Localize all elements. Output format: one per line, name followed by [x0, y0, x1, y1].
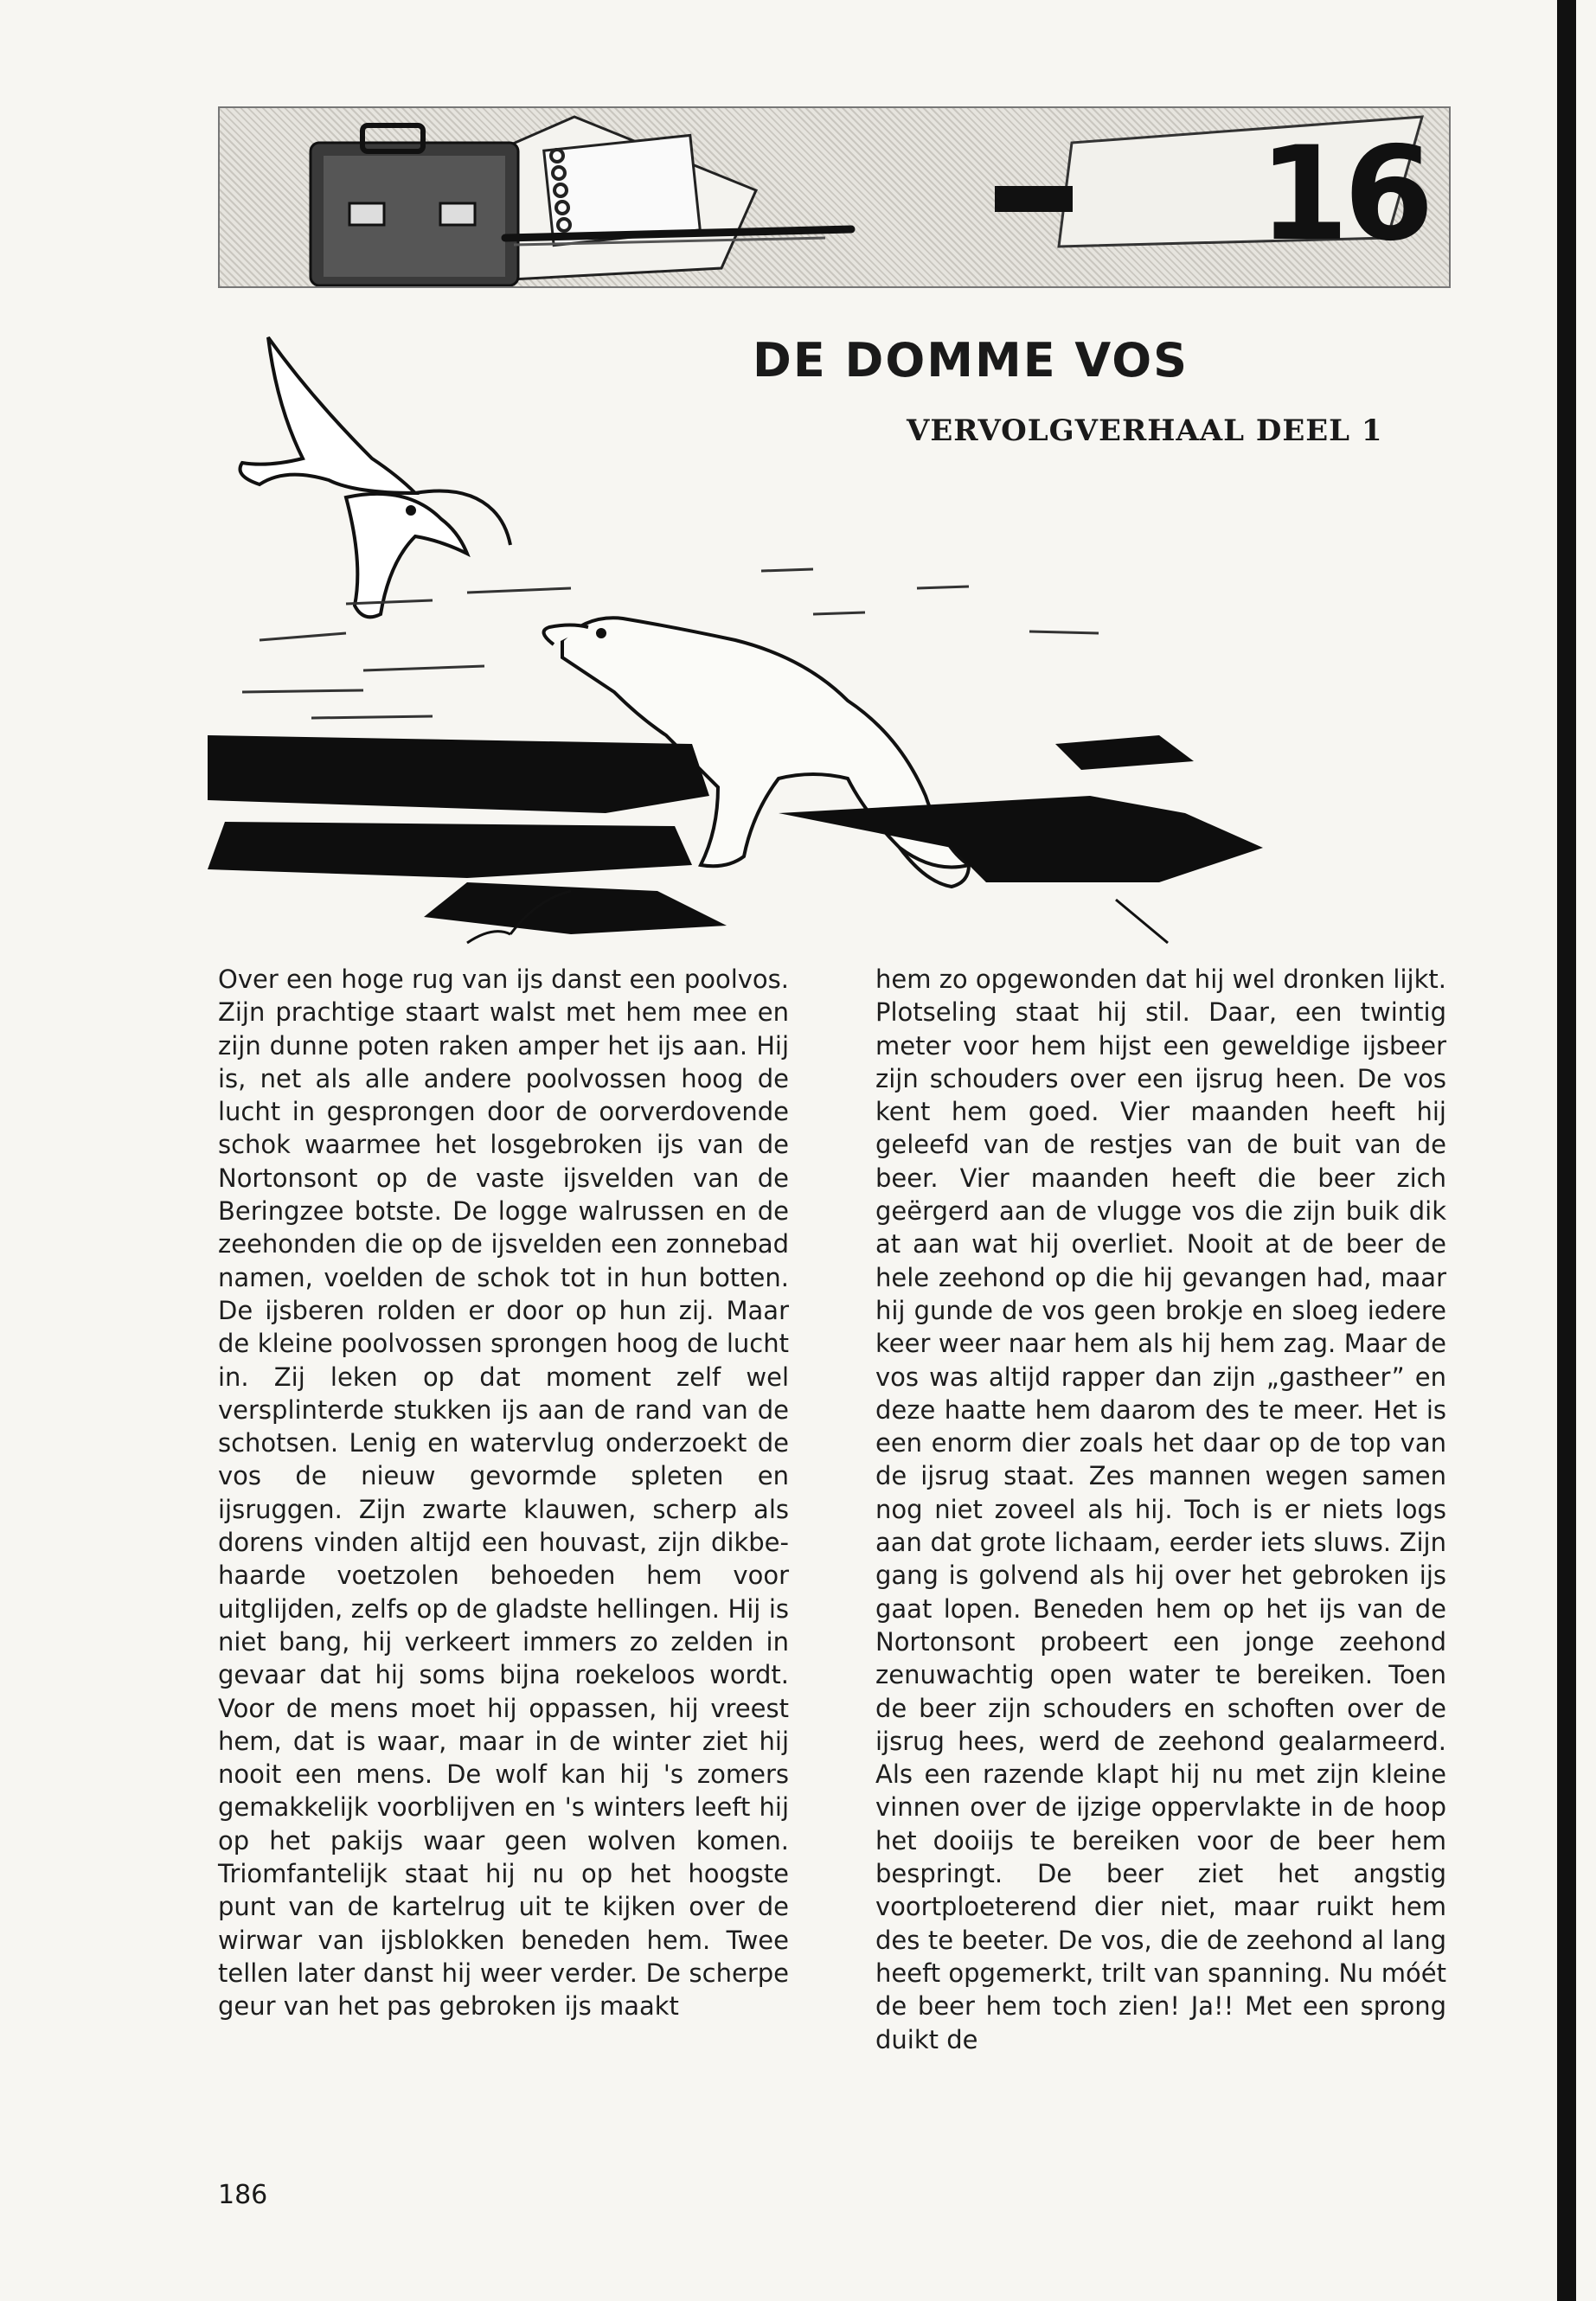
- chapter-number: 16: [1259, 119, 1429, 270]
- page-number: 186: [218, 2180, 268, 2210]
- chapter-dash: [995, 186, 1073, 212]
- seagull-drawing: [240, 337, 511, 617]
- page-edge-bar: [1557, 0, 1576, 2301]
- body-text-left-column: Over een hoge rug van ijs danst een poolvos. Zijn prachtige staart walst met hem mee en zijn dunne poten raken amper het ijs aan. Hij is, net als alle andere poolvossen hoog de lucht in gesprongen door de oorverdovende schok waarmee het losgebroken ijs van de Nortonsont op de vaste ijsvelden van de Beringzee botste. De logge walrussen en de zeehonden die op de ijsvelden een zonnebad namen, voelden de schok tot in hun botten. De ijsberen rolden er door op hun zij. Maar de kleine poolvossen sprongen hoog de lucht in. Zij leken op dat moment zelf wel versplinterde stukken ijs aan de rand van de schotsen. Lenig en watervlug onderzoekt de vos de nieuw gevormde spleten en ijsruggen. Zijn zwarte klauwen, scherp als dorens vinden altijd een houvast, zijn dikbehaarde voetzolen behoeden hem voor uitglijden, zelfs op de gladste hellingen. Hij is niet bang, hij verkeert immers zo zelden in gevaar dat hij soms bijna roekeloos wordt. Voor de mens moet hij oppassen, hij vreest hem, dat is waar, maar in de winter ziet hij nooit een mens. De wolf kan hij 's zomers gemakkelijk voorblijven en 's winters leeft hij op het pakijs waar geen wolven komen. Triomfantelijk staat hij nu op het hoogste punt van de kartelrug uit te kijken over de wirwar van ijsblokken beneden hem. Twee tellen later danst hij weer verder. De scherpe geur van het pas gebroken ijs maakt: [218, 965, 789, 2022]
- story-subtitle: VERVOLGVERHAAL DEEL 1: [907, 413, 1383, 448]
- body-text-right-column: hem zo opgewonden dat hij wel dronken lijkt. Plotseling staat hij stil. Daar, een twintig meter voor hem hijst een geweldige ijsbeer zijn schouders over een ijsrug heen. De vos kent hem goed. Vier maanden heeft hij geleefd van de restjes van de buit van de beer. Vier maanden heeft die beer zich geërgerd aan de vlugge vos die zijn buik dik at aan wat hij overliet. Nooit at de beer de hele zeehond op die hij gevangen had, maar hij gunde de vos geen brokje en sloeg iedere keer weer naar hem als hij hem zag. Maar de vos was altijd rapper dan zijn „gastheer” en deze haatte hem daarom des te meer. Het is een enorm dier zoals het daar op de top van de ijsrug staat. Zes mannen wegen samen nog niet zoveel als hij. Toch is er niets logs aan dat grote lichaam, eerder iets sluws. Zijn gang is golvend als hij over het gebroken ijs gaat lopen. Beneden hem op het ijs van de Nortonsont probeert een jonge zeehond zenuwachtig open water te bereiken. Toen de beer zijn schouders en schoften over de ijsrug hees, werd de zeehond gealarmeerd. Als een razende klapt hij nu met zijn kleine vinnen over de ijzige oppervlakte in de hoop het dooiijs te bereiken voor de beer hem bespringt. De beer ziet het angstig voortploeterend dier niet, maar ruikt hem des te beeter. De vos, die de zeehond al lang heeft opgemerkt, trilt van spanning. Nu móét de beer hem toch zien! Ja!! Met een sprong duikt de: [875, 965, 1446, 2054]
- story-title: DE DOMME VOS: [753, 333, 1189, 388]
